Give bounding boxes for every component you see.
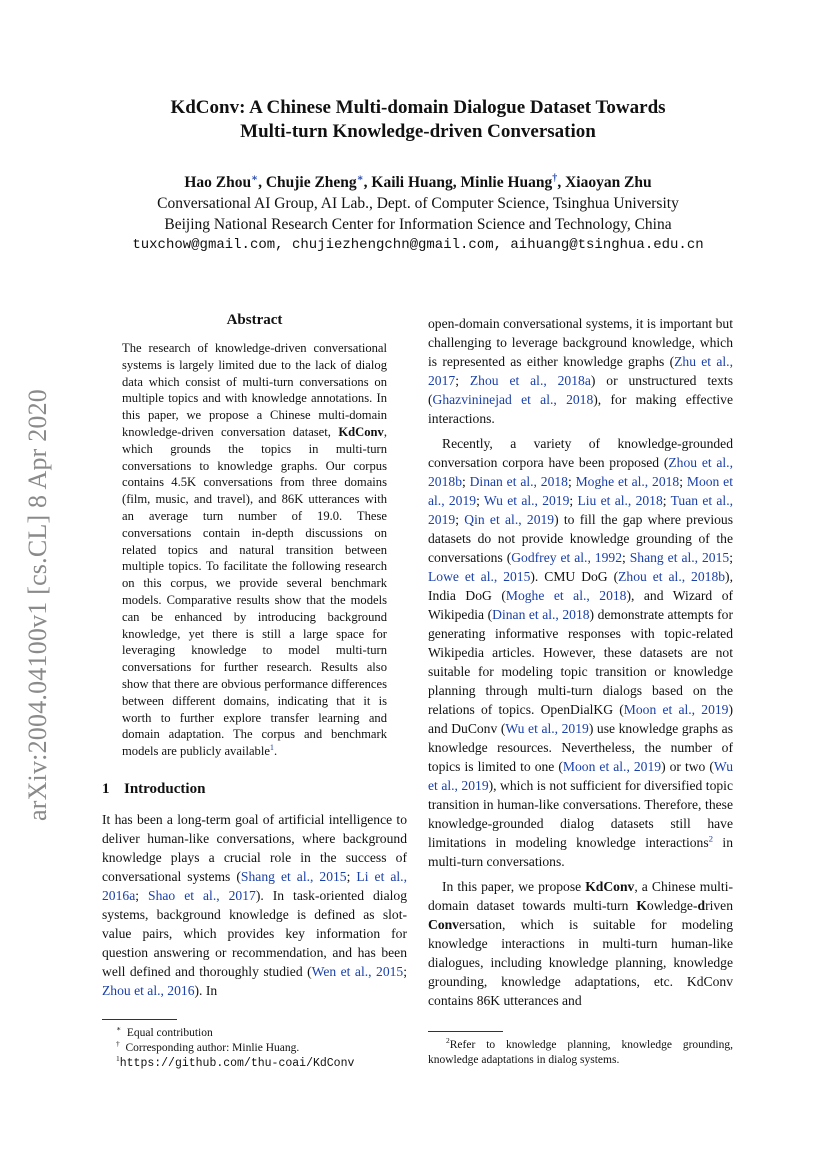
citation-link[interactable]: Shang et al., 2015 [240,868,347,884]
author-name: Xiaoyan Zhu [565,174,652,191]
abstract-heading: Abstract [226,312,283,328]
affiliation-2: Beijing National Research Center for Information Science and Technology, China [164,216,672,233]
footnote-divider [428,1031,503,1032]
abstract-text-2: , which grounds the topics in multi-turn conversations to knowledge graphs. Our corpus contains 4.5K conversations from three domains (film, music, and travel), and 86K utterances with an average turn number of 19.0. These conversations contain in-depth discussions on related topics and natural transition between multiple topics. To facilitate the following research on this corpus, we provide several benchmark models. Comparative results show that the models can be enhanced by introducing background knowledge, yet there is still a large space for leveraging knowledge to model multi-turn conversations for further research. Results also show that there are obvious performance differences between different domains, indicating that it is worth to further explore transfer learning and domain adaptation. The corpus and benchmark models are publicly available [122,424,387,759]
author-name: Chujie Zheng [265,174,357,191]
abstract-dataset-name: KdConv [338,424,384,439]
footnote-ref-1[interactable]: 1 [269,742,275,752]
citation-link[interactable]: Shang et al., 2015 [629,550,730,565]
author-footnote-mark[interactable]: ∗ [356,172,364,184]
citation-link[interactable]: Zhou et al., 2016 [102,982,195,998]
citation-link[interactable]: Zhou et al., 2018a [469,373,591,388]
citation-link[interactable]: Lowe et al., 2015 [428,569,531,584]
citation-link[interactable]: Moon et al., 2019 [623,702,729,717]
abstract-text-1: The research of knowledge-driven conversational systems is largely limited due to the lack of dialog data which consist of multi-turn conversations on multiple topics and with knowledge annotations. In this paper, we propose a Chinese multi-domain knowledge-driven conversation dataset, [122,341,387,439]
bold-text: K [636,898,647,913]
citation-link[interactable]: Zhu et al., 2017 [428,354,733,388]
author-name: Kaili Huang [371,174,453,191]
author-name: Hao Zhou [184,174,252,191]
citation-link[interactable]: Moon et al., 2019 [562,759,662,774]
bold-text: KdConv [585,879,635,894]
footnote-corresponding-author: † Corresponding author: Minlie Huang. [116,1039,300,1054]
left-footnotes [102,1011,407,1071]
citation-link[interactable]: Godfrey et al., 1992 [511,550,622,565]
citation-link[interactable]: Wu et al., 2019 [505,721,589,736]
author-emails: tuxchow@gmail.com, chujiezhengchn@gmail.com, aihuang@tsinghua.edu.cn [132,237,704,253]
intro-paragraph-4: In this paper, we propose KdConv, a Chinese multi-domain dataset towards multi-turn Kowledge-driven Conversation, which is suitable for modeling knowledge interactions in multi-turn human-like dialogues, including knowledge planning, knowledge grounding, knowledge adaptations, etc. KdConv contains 86K utterances and [428,879,733,1008]
footnote-ref[interactable]: 2 [708,833,714,844]
bold-text: d [697,898,706,913]
citation-link[interactable]: Moghe et al., 2018 [575,474,680,489]
repository-link[interactable]: https://github.com/thu-coai/KdConv [119,1057,355,1070]
citation-link[interactable]: Moghe et al., 2018 [505,588,627,603]
right-column [428,314,733,1010]
footnote-2: $^2$Refer to knowledge planning, knowledge grounding, knowledge adaptations in dialog systems. [428,1036,733,1066]
citation-link[interactable]: Wen et al., 2015 [311,963,404,979]
footnote-equal-contribution: ∗ Equal contribution [116,1024,213,1039]
right-footnotes [428,1023,733,1068]
author-footnote-mark[interactable]: † [552,172,558,184]
abstract-end: . [274,744,278,759]
abstract-body [122,340,387,760]
citation-link[interactable]: Wu et al., 2019 [483,493,570,508]
affiliation-1: Conversational AI Group, AI Lab., Dept. of Computer Science, Tsinghua University [157,195,679,212]
section-heading-introduction [102,780,407,799]
bold-text: Conv [428,917,459,932]
citation-link[interactable]: Zhou et al., 2018b [618,569,726,584]
citation-link[interactable]: Shao et al., 2017 [148,887,256,903]
section-number: 1 [102,780,110,797]
section-title: Introduction [124,780,206,797]
author-footnote-mark[interactable]: ∗ [251,172,259,184]
intro-paragraph-2: open-domain conversational systems, it is important but challenging to leverage background knowledge, which is represented as either knowledge graphs (Zhu et al., 2017; Zhou et al., 2018a) or unstructured texts (Ghazvininejad et al., 2018), for making effective interactions. [428,316,733,426]
author-name: Minlie Huang [460,174,553,191]
citation-link[interactable]: Qin et al., 2019 [464,512,555,527]
left-column [102,311,407,1000]
citation-link[interactable]: Wu et al., 2019 [428,759,733,793]
citation-link[interactable]: Li et al., 2016a [102,868,407,903]
arxiv-stamp-text: arXiv:2004.04100v1 [cs.CL] 8 Apr 2020 [23,388,52,822]
intro-paragraph-1: It has been a long-term goal of artificial intelligence to deliver human-like conversations, where background knowledge plays a crucial role in the success of conversational systems (Shang et al., 2015; Li et al., 2016a; Shao et al., 2017). In task-oriented dialog systems, background knowledge is defined as slot-value pairs, which provides key information for question answering or recommendation, and has been well defined and thoroughly studied (Wen et al., 2015; Zhou et al., 2016). In [102,811,407,998]
paper-title [100,96,736,144]
title-line-1: KdConv: A Chinese Multi-domain Dialogue Dataset Towards [170,97,666,118]
footnote-repository-url: $^1$https://github.com/thu-coai/KdConv [116,1054,355,1070]
citation-link[interactable]: Ghazvininejad et al., 2018 [432,392,594,407]
author-names: Hao Zhou∗, Chujie Zheng∗, Kaili Huang, Minlie Huang†, Xiaoyan Zhu [184,172,652,191]
citation-link[interactable]: Zhou et al., 2018b [428,455,733,489]
citation-link[interactable]: Dinan et al., 2018 [469,474,568,489]
citation-link[interactable]: Dinan et al., 2018 [492,607,590,622]
citation-link[interactable]: Tuan et al., 2019 [428,493,734,527]
citation-link[interactable]: Moon et al., 2019 [428,474,733,508]
footnote-divider [102,1019,177,1020]
intro-paragraph-3: Recently, a variety of knowledge-grounded conversation corpora have been proposed (Zhou et al., 2018b; Dinan et al., 2018; Moghe et al., 2018; Moon et al., 2019; Wu et al., 2019; Liu et al., 2018; Tuan et al., 2019; Qin et al., 2019) to fill the gap where previous datasets do not provide knowledge grounding of the conversations (Godfrey et al., 1992; Shang et al., 2015; Lowe et al., 2015). CMU DoG (Zhou et al., 2018b), India DoG (Moghe et al., 2018), and Wizard of Wikipedia (Dinan et al., 2018) demonstrate attempts for generating informative responses with topic-related Wikipedia articles. However, these datasets are not suitable for modeling topic transition or knowledge planning through multi-turn dialogs based on the relations of topics. OpenDialKG (Moon et al., 2019) and DuConv (Wu et al., 2019) use knowledge graphs as knowledge resources. Nevertheless, the number of topics is limited to one (Moon et al., 2019) or two (Wu et al., 2019), which is not sufficient for diversified topic transition in human-like conversations. Therefore, these knowledge-grounded dialog datasets still have limitations in modeling knowledge interactions$^2$ in multi-turn conversations. [428,436,734,869]
author-block [40,172,796,256]
title-line-2: Multi-turn Knowledge-driven Conversation [240,121,596,142]
arxiv-identifier-stamp [8,375,68,835]
citation-link[interactable]: Liu et al., 2018 [577,493,663,508]
